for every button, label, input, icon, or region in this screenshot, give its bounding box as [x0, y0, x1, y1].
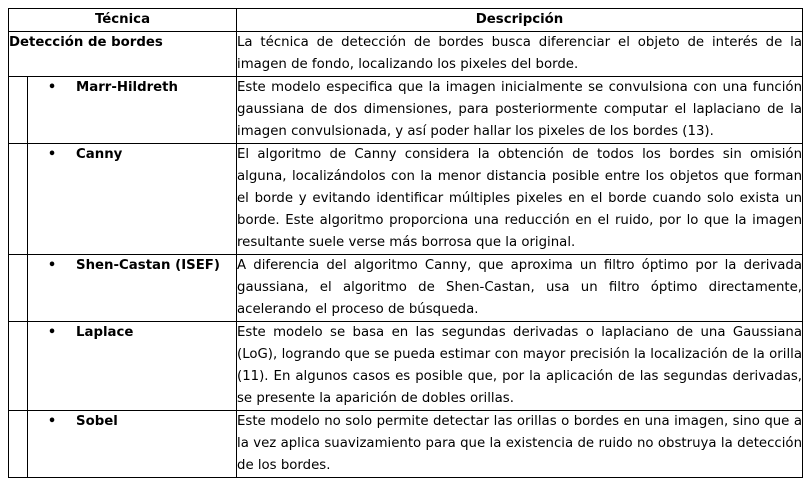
table-row [9, 77, 803, 144]
technique-cell [9, 77, 237, 144]
technique-name: Sobel [76, 414, 118, 429]
indent-spacer [9, 255, 28, 321]
indent-spacer [9, 144, 28, 254]
technique-description [237, 322, 803, 411]
bullet-icon: • [47, 258, 57, 273]
indent-spacer [9, 77, 28, 143]
technique-name: Marr-Hildreth [76, 80, 178, 95]
technique-description [237, 144, 803, 255]
group-row [9, 32, 803, 77]
table-row [9, 144, 803, 255]
table-row [9, 255, 803, 322]
header-row [9, 9, 803, 32]
technique-description-text: El algoritmo de Canny considera la obtención de todos los bordes sin omisión alguna, localizándolos con la menor distancia posible entre los objetos que forman el borde y evitando identificar múltiples pixeles en el borde cuando solo exista un borde. Este algoritmo proporciona una reducción en el ruido, por lo que la imagen resultante suele verse más borrosa que la original. [237, 147, 802, 250]
bullet-icon: • [47, 325, 57, 340]
indent-spacer [9, 322, 28, 410]
technique-description-text: Este modelo se basa en las segundas derivadas o laplaciano de una Gaussiana (LoG), logrando que se pueda estimar con mayor precisión la localización de la orilla (11). En algunos casos es posible que, por la aplicación de las segundas derivadas, se presente la aparición de dobles orillas. [237, 325, 802, 406]
bullet-icon: • [47, 80, 57, 95]
bullet-icon: • [47, 147, 57, 162]
technique-description [237, 411, 803, 478]
technique-cell [9, 255, 237, 322]
header-description: Descripción [237, 9, 803, 32]
techniques-table [8, 8, 803, 478]
technique-description [237, 77, 803, 144]
group-label: Detección de bordes [9, 32, 237, 77]
bullet-icon: • [47, 414, 57, 429]
technique-description-text: A diferencia del algoritmo Canny, que aproxima un filtro óptimo por la derivada gaussiana, el algoritmo de Shen-Castan, usa un filtro óptimo directamente, acelerando el proceso de búsqueda. [237, 258, 802, 317]
technique-name: Shen-Castan (ISEF) [76, 258, 220, 273]
header-technique: Técnica [9, 9, 237, 32]
technique-description-text: Este modelo no solo permite detectar las orillas o bordes en una imagen, sino que a la vez aplica suavizamiento para que la existencia de ruido no obstruya la detección de los bordes. [237, 414, 802, 473]
group-description [237, 32, 803, 77]
technique-cell [9, 322, 237, 411]
technique-description-text: Este modelo especifica que la imagen inicialmente se convulsiona con una función gaussiana de dos dimensiones, para posteriormente computar el laplaciano de la imagen convulsionada, y así poder hallar los pixeles de los bordes (13). [237, 80, 802, 139]
technique-name: Canny [76, 147, 123, 162]
table-row [9, 411, 803, 478]
table-row [9, 322, 803, 411]
technique-description [237, 255, 803, 322]
group-description-text: La técnica de detección de bordes busca diferenciar el objeto de interés de la imagen de fondo, localizando los pixeles del borde. [237, 35, 802, 72]
technique-cell [9, 411, 237, 478]
technique-name: Laplace [76, 325, 134, 340]
technique-cell [9, 144, 237, 255]
indent-spacer [9, 411, 28, 477]
